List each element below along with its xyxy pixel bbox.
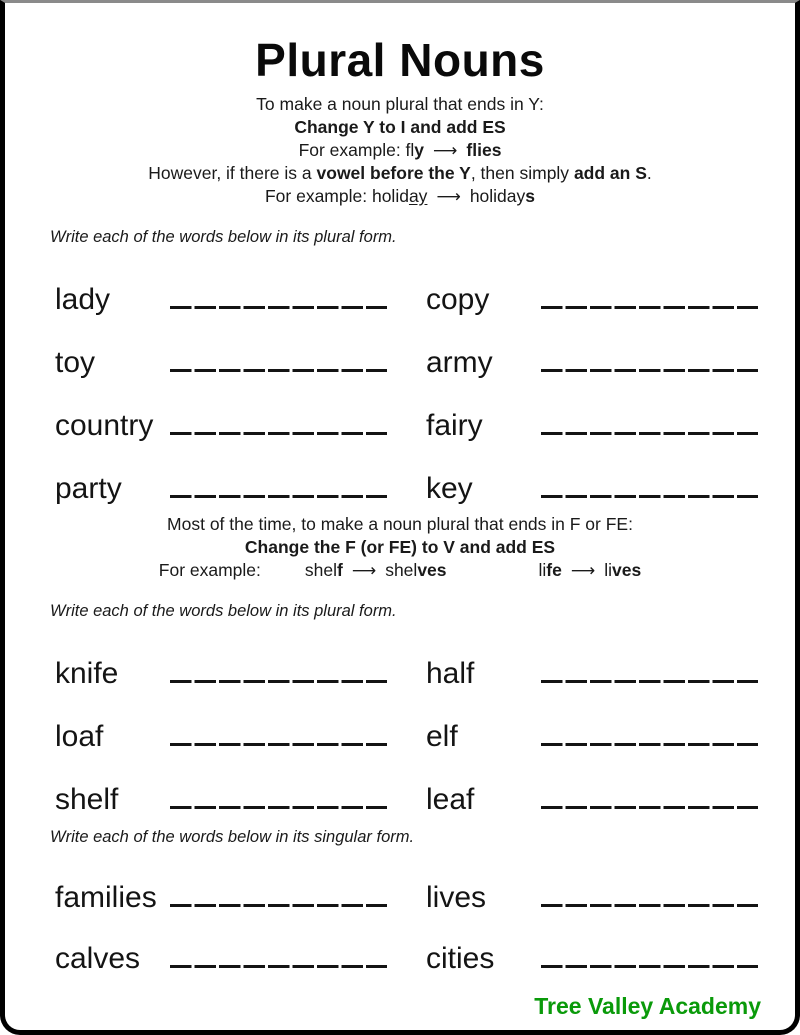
rule-y-example-2 [5, 185, 795, 208]
word-label: key [426, 471, 473, 505]
example-label: For example: [298, 140, 406, 160]
rule-f-rule: Change the F (or FE) to V and add ES [244, 537, 556, 557]
answer-blank [170, 912, 390, 975]
instruction-plural-2: Write each of the words below in its plural form. [50, 602, 397, 620]
answer-blank [170, 690, 390, 753]
brand-footer: Tree Valley Academy [534, 993, 761, 1019]
word-label: country [55, 408, 154, 442]
example-pair [539, 559, 642, 582]
exception-text: . [646, 163, 652, 183]
word-label: copy [426, 282, 490, 316]
answer-blank [170, 753, 390, 816]
instruction-singular: Write each of the words below in its singular form. [50, 828, 415, 846]
example-word-bold: y [414, 140, 425, 160]
word-label: calves [55, 941, 141, 975]
word-label: loaf [55, 719, 104, 753]
word-row [5, 690, 795, 753]
example-word: shel [304, 560, 337, 580]
word-label: party [55, 471, 122, 505]
rule-y-intro: To make a noun plural that ends in Y: [256, 94, 544, 114]
word-label: lives [426, 880, 487, 914]
word-label: half [426, 656, 475, 690]
example-word: holid [371, 186, 409, 206]
answer-blank [541, 379, 761, 442]
example-label: For example: [264, 186, 372, 206]
example-word-underlined: ay [408, 186, 428, 206]
example-result: flies [466, 140, 502, 160]
page-title: Plural Nouns [255, 34, 545, 86]
word-label: shelf [55, 782, 119, 816]
exception-text: , then simply [470, 163, 574, 183]
word-grid-y [5, 253, 795, 505]
answer-blank [541, 316, 761, 379]
example-result-bold: s [525, 186, 536, 206]
rule-y-rule: Change Y to I and add ES [294, 117, 506, 137]
word-row [5, 753, 795, 816]
answer-blank [541, 912, 761, 975]
answer-blank [170, 442, 390, 505]
answer-blank [170, 316, 390, 379]
answer-blank [170, 627, 390, 690]
exception-bold: vowel before the Y [316, 163, 471, 183]
rule-y-exception [5, 162, 795, 185]
example-pair [305, 559, 447, 582]
word-label: toy [55, 345, 96, 379]
right-arrow-icon: ⟶ [436, 187, 461, 206]
word-label: elf [426, 719, 458, 753]
answer-blank [541, 753, 761, 816]
word-label: knife [55, 656, 119, 690]
answer-blank [170, 379, 390, 442]
example-word: li [538, 560, 547, 580]
word-row [5, 379, 795, 442]
word-row [5, 316, 795, 379]
word-row [5, 914, 795, 975]
answer-blank [541, 442, 761, 505]
right-arrow-icon: ⟶ [433, 141, 458, 160]
word-label: cities [426, 941, 495, 975]
answer-blank [541, 253, 761, 316]
rule-block-y [5, 93, 795, 208]
right-arrow-icon: ⟶ [351, 561, 377, 580]
example-word: fl [405, 140, 415, 160]
right-arrow-icon: ⟶ [570, 561, 596, 580]
example-result: holiday [469, 186, 526, 206]
rule-y-example-1 [5, 139, 795, 162]
word-label: lady [55, 282, 111, 316]
rule-block-f [5, 513, 795, 582]
example-result: shel [385, 560, 418, 580]
exception-text: However, if there is a [148, 163, 317, 183]
instruction-plural-1: Write each of the words below in its plural form. [50, 228, 397, 246]
word-label: leaf [426, 782, 475, 816]
example-result-bold: ves [417, 560, 447, 580]
answer-blank [170, 253, 390, 316]
example-result: li [604, 560, 613, 580]
exception-bold: add an S [573, 163, 647, 183]
word-row [5, 442, 795, 505]
example-label: For example: [158, 560, 261, 580]
answer-blank [170, 851, 390, 914]
example-word-bold: f [337, 560, 343, 580]
word-label: families [55, 880, 157, 914]
word-row [5, 253, 795, 316]
word-label: army [426, 345, 493, 379]
rule-f-examples [5, 559, 795, 582]
word-grid-f [5, 627, 795, 816]
rule-f-intro: Most of the time, to make a noun plural that ends in F or FE: [167, 514, 633, 534]
answer-blank [541, 690, 761, 753]
example-word-bold: fe [546, 560, 562, 580]
example-result-bold: ves [612, 560, 642, 580]
word-label: fairy [426, 408, 483, 442]
word-row [5, 627, 795, 690]
word-row [5, 853, 795, 914]
word-grid-singular [5, 853, 795, 975]
answer-blank [541, 851, 761, 914]
answer-blank [541, 627, 761, 690]
